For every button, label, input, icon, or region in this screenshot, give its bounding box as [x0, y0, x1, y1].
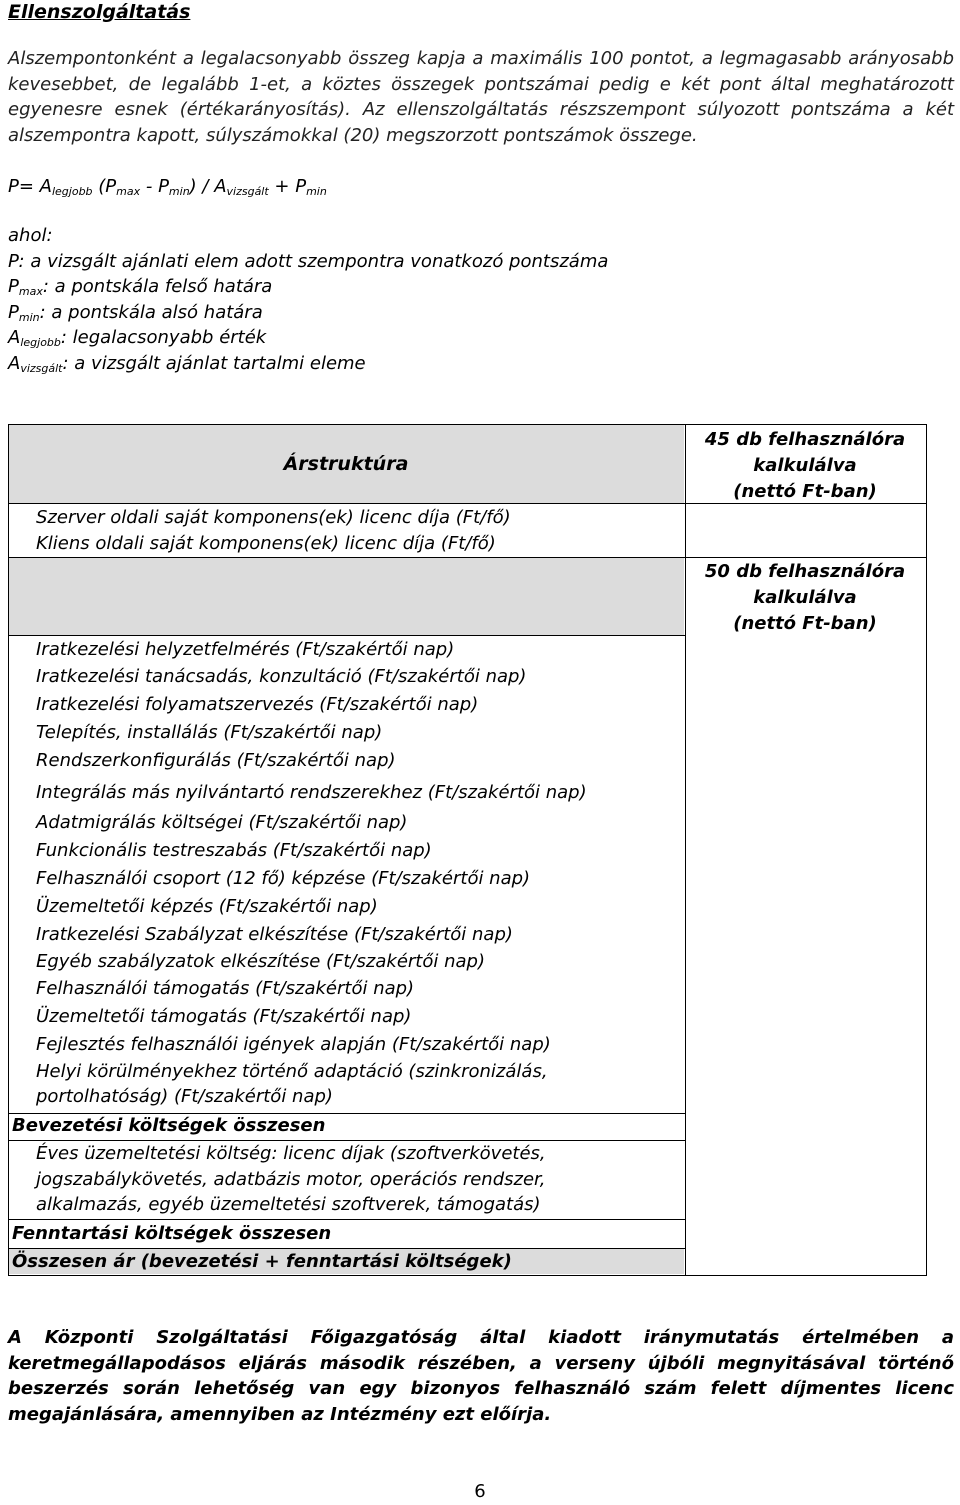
- intro-paragraph: Alszempontonként a legalacsonyabb összeg kapja a maximális 100 pontot, a legmagasabb arányosabb kevesebbet, de legalább 1-et, a köztes összegek pontszámai pedig e két pont által meghatározott egyenesre esnek (értékarányosítás). Az ellenszolgáltatás részszempont súlyozott pontszáma a két alszempontra kapott, súlyszámokkal (20) megszorzott pontszámok összege.: [8, 48, 954, 146]
- service-row: Iratkezelési tanácsadás, konzultáció (Ft/szakértői nap): [36, 666, 527, 687]
- row-divider: [684, 557, 926, 558]
- service-row: Funkcionális testreszabás (Ft/szakértői nap): [36, 840, 432, 861]
- row-divider: [8, 1219, 685, 1220]
- service-row: Egyéb szabályzatok elkészítése (Ft/szakértői nap): [36, 951, 485, 972]
- service-row: Iratkezelési helyzetfelmérés (Ft/szakértői nap): [36, 639, 455, 660]
- page-number: 6: [474, 1481, 486, 1502]
- service-row: Üzemeltetői képzés (Ft/szakértői nap): [36, 896, 378, 917]
- definition-pmax: $P_{max}$: a pontskála felső határa: [8, 276, 273, 298]
- intro-costs-total: Bevezetési költségek összesen: [12, 1115, 326, 1136]
- annual-cost-line2: jogszabálykövetés, adatbázis motor, operációs rendszer,: [36, 1169, 546, 1190]
- service-row: Felhasználói támogatás (Ft/szakértői nap): [36, 978, 415, 999]
- service-row: Integrálás más nyilvántartó rendszerekhez (Ft/szakértői nap): [36, 782, 587, 803]
- row-divider: [8, 557, 685, 558]
- section-heading: Ellenszolgáltatás: [8, 1, 191, 23]
- col45-header-line3: (nettó Ft-ban): [733, 481, 877, 502]
- price-structure-table: [8, 424, 928, 1276]
- annual-cost-line1: Éves üzemeltetési költség: licenc díjak (szoftverkövetés,: [36, 1143, 546, 1164]
- formula-definitions: [8, 223, 608, 376]
- definition-pmin: $P_{min}$: a pontskála alsó határa: [8, 301, 263, 324]
- service-row: Rendszerkonfigurálás (Ft/szakértői nap): [36, 750, 396, 771]
- service-row: Telepítés, installálás (Ft/szakértői nap): [36, 722, 383, 743]
- definition-alegjobb: $A_{legjobb}$: legalacsonyabb érték: [8, 327, 267, 349]
- table-right-frame: [684, 424, 927, 1276]
- definition-p: P: a vizsgált ajánlati elem adott szempontra vonatkozó pontszáma: [8, 250, 609, 272]
- service-row: Üzemeltetői támogatás (Ft/szakértői nap): [36, 1006, 412, 1027]
- scoring-formula: $P= A_{legjobb}$ $(P_{max} - P_{min}) / A_{vizsgált} + P_{min}$: [8, 176, 327, 198]
- definition-avizsgalt: $A_{vizsgált}$: a vizsgált ajánlat tartalmi eleme: [8, 352, 366, 375]
- local-adaptation-row-line1: Helyi körülményekhez történő adaptáció (szinkronizálás,: [36, 1061, 548, 1082]
- footer-note: A Központi Szolgáltatási Főigazgatóság által kiadott iránymutatás értelmében a keretmegállapodásos eljárás második részében, a verseny újbóli megnyitásával történő beszerzés során lehetőség van egy bizonyos felhasználó szám felett díjmentes licenc megajánlására, amennyiben az Intézmény ezt előírja.: [8, 1327, 954, 1425]
- maintenance-costs-total: Fenntartási költségek összesen: [12, 1223, 332, 1244]
- annual-cost-line3: alkalmazás, egyéb üzemeltetési szoftverek, támogatás): [36, 1194, 541, 1215]
- col45-header-line1: 45 db felhasználóra: [704, 429, 906, 450]
- col50-header-line3: (nettó Ft-ban): [733, 613, 877, 634]
- service-row: Iratkezelési folyamatszervezés (Ft/szakértői nap): [36, 694, 479, 715]
- service-row: Fejlesztés felhasználói igények alapján (Ft/szakértői nap): [36, 1034, 551, 1055]
- col50-header-line1: 50 db felhasználóra: [704, 561, 906, 582]
- definitions-intro: ahol:: [8, 225, 53, 246]
- table-title: Árstruktúra: [283, 453, 409, 475]
- license-row: Kliens oldali saját komponens(ek) licenc díja (Ft/fő): [36, 533, 496, 554]
- grand-total: Összesen ár (bevezetési + fenntartási költségek): [12, 1251, 512, 1272]
- col50-header-line2: kalkulálva: [753, 587, 857, 608]
- local-adaptation-row-line2: portolhatóság) (Ft/szakértői nap): [36, 1086, 333, 1107]
- license-row: Szerver oldali saját komponens(ek) licenc díja (Ft/fő): [36, 507, 511, 528]
- service-row: Adatmigrálás költségei (Ft/szakértői nap): [36, 812, 408, 833]
- service-row: Iratkezelési Szabályzat elkészítése (Ft/szakértői nap): [36, 924, 513, 945]
- service-row: Felhasználói csoport (12 fő) képzése (Ft/szakértői nap): [36, 868, 531, 889]
- row-divider: [8, 635, 685, 636]
- col45-header-line2: kalkulálva: [753, 455, 857, 476]
